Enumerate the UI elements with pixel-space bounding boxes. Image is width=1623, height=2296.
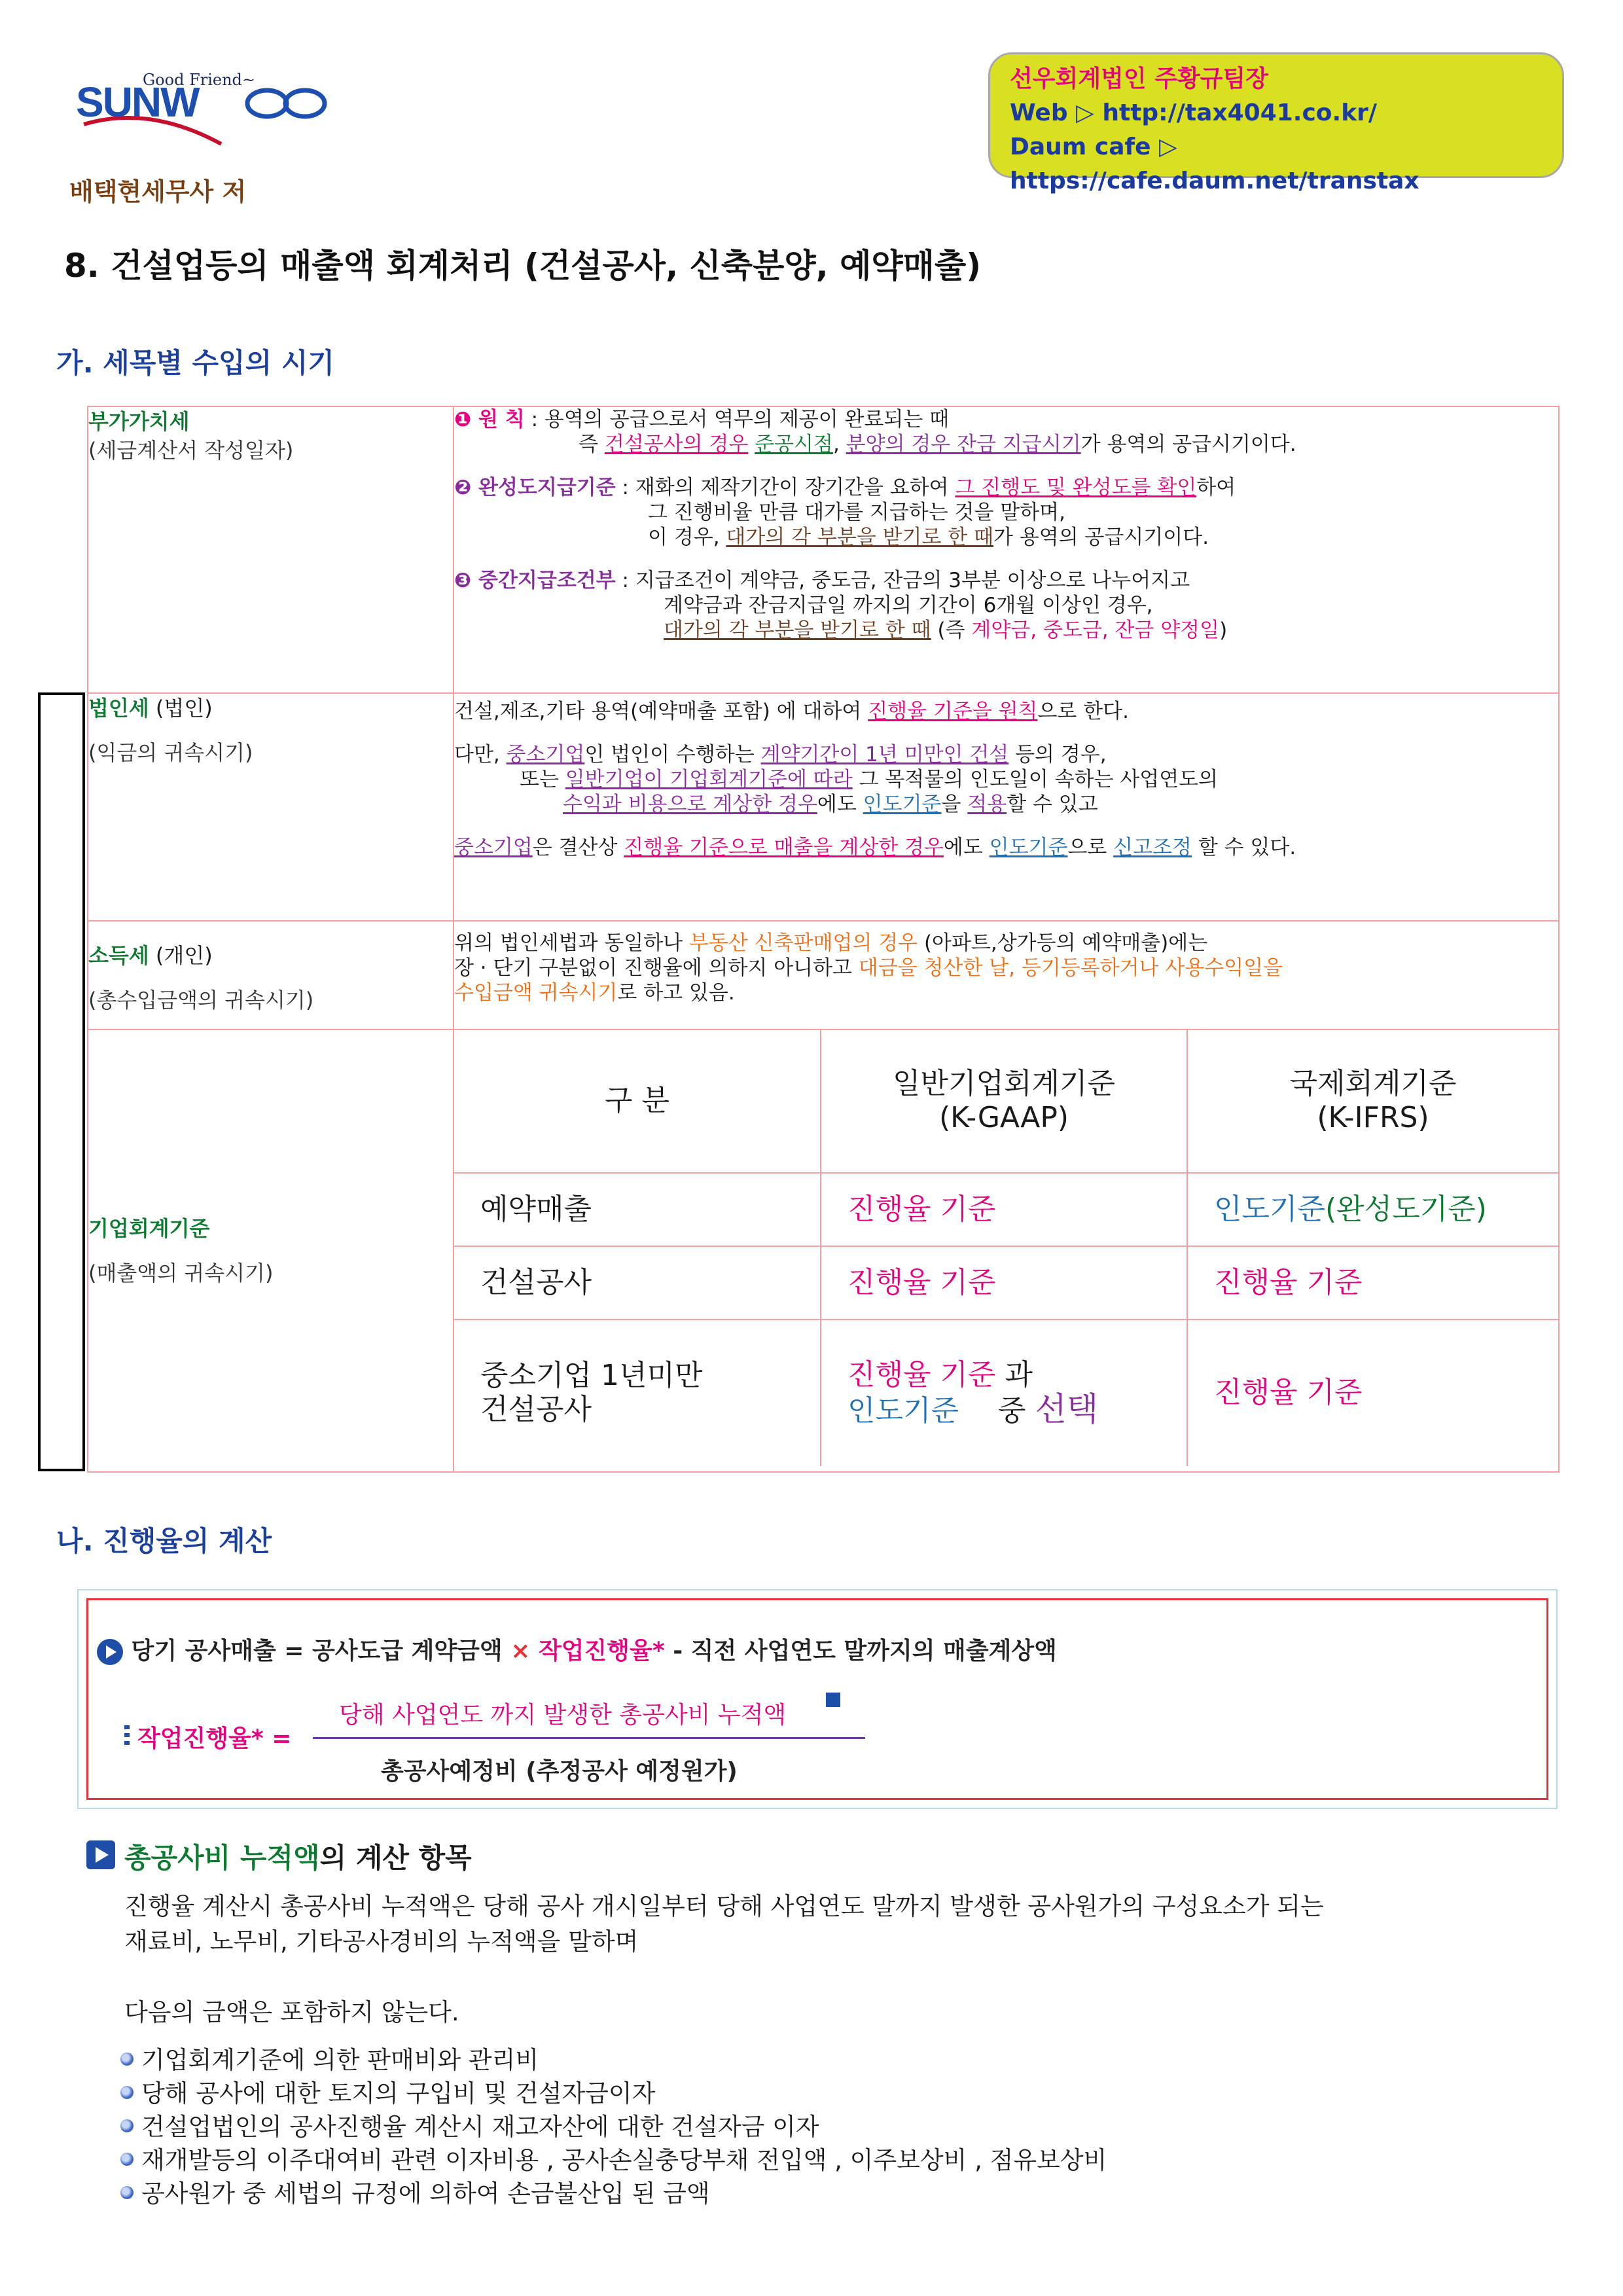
page-title: 8. 건설업등의 매출액 회계처리 (건설공사, 신축분양, 예약매출): [64, 247, 982, 285]
kifrs-value: 인도기준(완성도기준): [1187, 1173, 1558, 1246]
col-header-kifrs: 국제회계기준 (K-IFRS): [1187, 1030, 1558, 1173]
author-line: 배택현세무사 저: [69, 177, 247, 206]
progress-rate-label: 작업진행율* =: [137, 1725, 292, 1752]
comparison-header-row: [454, 1030, 1558, 1173]
fraction-bar: [313, 1737, 865, 1739]
cost-items-body: 진행율 계산시 총공사비 누적액은 당해 공사 개시일부터 당해 사업연도 말까지 발생한 공사원가의 구성요소가 되는 재료비, 노무비, 기타공사경비의 누적액을 말하며 다음의 금액은 포함하지 않는다.: [124, 1892, 1324, 2026]
play-bullet-icon: [97, 1639, 123, 1665]
list-item: 건설업법인의 공사진행율 계산시 재고자산에 대한 건설자금 이자: [120, 2110, 1107, 2144]
highlight-bracket: [38, 692, 85, 1471]
contact-team: 선우회계법인 주황규팀장: [1010, 65, 1269, 92]
corp-content: 건설,제조,기타 용역(예약매출 포함) 에 대하여 진행율 기준을 원칙으로 한다. 다만, 중소기업인 법인이 수행하는 계약기간이 1년 미만인 건설 등의 경우, 또는 일반기업이 기업회계기준에 따라 그 목적물의 인도일이 속하는 사업연도의 수익과 비용으로 계상한 경우에도 인도기준을 적용할 수 있고 중소기업은 결산상 진행율 기준으로 매출을 계상한 경우에도 인도기준으로 신고조정 할 수 있다.: [454, 693, 1559, 921]
rule-2-title: ❷ 완성도지급기준: [454, 476, 616, 499]
excluded-items-list: [120, 2043, 1107, 2210]
corp-sub: (익금의 귀속시기): [88, 740, 253, 765]
kgaap-value: 진행율 기준: [821, 1173, 1187, 1246]
vat-sub: (세금계산서 작성일자): [88, 438, 294, 463]
income-label: 소득세: [88, 943, 149, 968]
logo-tagline: Good Friend~: [143, 71, 255, 89]
rule-1-title: ❶ 원 칙: [454, 408, 525, 431]
section-a-heading: 가. 세목별 수입의 시기: [56, 347, 334, 379]
income-sub: (총수입금액의 귀속시기): [88, 988, 314, 1013]
income-label-cell: 소득세 (개인) (총수입금액의 귀속시기): [88, 921, 454, 1030]
cost-items-title: 총공사비 누적액의 계산 항목: [124, 1842, 472, 1874]
kifrs-value: 진행율 기준: [1187, 1319, 1558, 1466]
kgaap-value: 진행율 기준: [821, 1246, 1187, 1319]
formula-numerator: 당해 사업연도 까지 발생한 총공사비 누적액: [339, 1702, 787, 1729]
vat-label: 부가가치세: [88, 409, 190, 434]
standards-comparison-table: [454, 1030, 1558, 1466]
svg-text:SUNW: SUNW: [76, 79, 199, 126]
kifrs-value: 진행율 기준: [1187, 1246, 1558, 1319]
col-header-kgaap: 일반기업회계기준 (K-GAAP): [821, 1030, 1187, 1173]
contact-cafe-link[interactable]: Daum cafe ▷ https://cafe.daum.net/transtax: [1010, 134, 1419, 194]
acct-content: [454, 1030, 1559, 1472]
small-play-icon: [826, 1693, 840, 1707]
contact-web-link[interactable]: Web ▷ http://tax4041.co.kr/: [1010, 99, 1378, 126]
row-name: 건설공사: [454, 1246, 821, 1319]
col-header-category: 구 분: [454, 1030, 821, 1173]
acct-sub: (매출액의 귀속시기): [88, 1261, 274, 1285]
formula-box: [86, 1598, 1548, 1800]
comparison-row: [454, 1319, 1558, 1466]
corp-label-cell: 법인세 (법인) (익금의 귀속시기): [88, 693, 454, 921]
rule-3-title: ❸ 중간지급조건부: [454, 569, 616, 592]
vat-content: ❶ 원 칙 : 용역의 공급으로서 역무의 제공이 완료되는 때 즉 건설공사의 경우 준공시점, 분양의 경우 잔금 지급시기가 용역의 공급시기이다. ❷ 완성도지급기준 : 재화의 제작기간이 장기간을 요하여 그 진행도 및 완성도를 확인하여 그 진행비율 만큼 대가를 지급하는 것을 말하며, 이 경우, 대가의 각 부분을 받기로 한 때가 용역의 공급시기이다. ❸ 중간지급조건부 : 지급조건이 계약금, 중도금, 잔금의 3부분 이상으로 나누어지고 계약금과 잔금지급일 까지의 기간이 6개월 이상인 경우, 대가의 각 부분을 받기로 한 때 (즉 계약금, 중도금, 잔금 약정일): [454, 406, 1559, 693]
corp-label: 법인세: [88, 696, 149, 721]
kgaap-value: 진행율 기준 과 인도기준 중 선택: [821, 1319, 1187, 1466]
formula-denominator: 총공사예정비 (추정공사 예정원가): [381, 1758, 738, 1785]
list-item: 당해 공사에 대한 토지의 구입비 및 건설자금이자: [120, 2077, 1107, 2110]
contact-box: [988, 52, 1564, 194]
income-content: 위의 법인세법과 동일하나 부동산 신축판매업의 경우 (아파트,상가등의 예약매출)에는 장 · 단기 구분없이 진행율에 의하지 아니하고 대금을 청산한 날, 등기등록하거나 사용수익일을 수입금액 귀속시기로 하고 있음.: [454, 921, 1559, 1030]
revenue-timing-table: [87, 406, 1560, 1473]
acct-label: 기업회계기준: [88, 1216, 210, 1241]
acct-label-cell: [88, 1030, 454, 1472]
list-item: 기업회계기준에 의한 판매비와 관리비: [120, 2043, 1107, 2077]
comparison-row: [454, 1173, 1558, 1246]
row-name: 중소기업 1년미만 건설공사: [454, 1319, 821, 1466]
comparison-row: [454, 1246, 1558, 1319]
section-b-heading: 나. 진행율의 계산: [56, 1525, 272, 1557]
row-name: 예약매출: [454, 1173, 821, 1246]
row-vat: [88, 406, 1559, 693]
row-corp: [88, 693, 1559, 921]
revenue-formula: 당기 공사매출 = 공사도급 계약금액 × 작업진행율* - 직전 사업연도 말까지의 매출계상액: [97, 1632, 1057, 1666]
list-item: 공사원가 중 세법의 규정에 의하여 손금불산입 된 금액: [120, 2177, 1107, 2210]
list-item: 재개발등의 이주대여비 관련 이자비용 , 공사손실충당부채 전입액 , 이주보상비 , 점유보상비: [120, 2144, 1107, 2177]
row-income: [88, 921, 1559, 1030]
play-square-icon: [86, 1840, 115, 1869]
row-accounting: [88, 1030, 1559, 1472]
vat-label-cell: [88, 406, 454, 693]
